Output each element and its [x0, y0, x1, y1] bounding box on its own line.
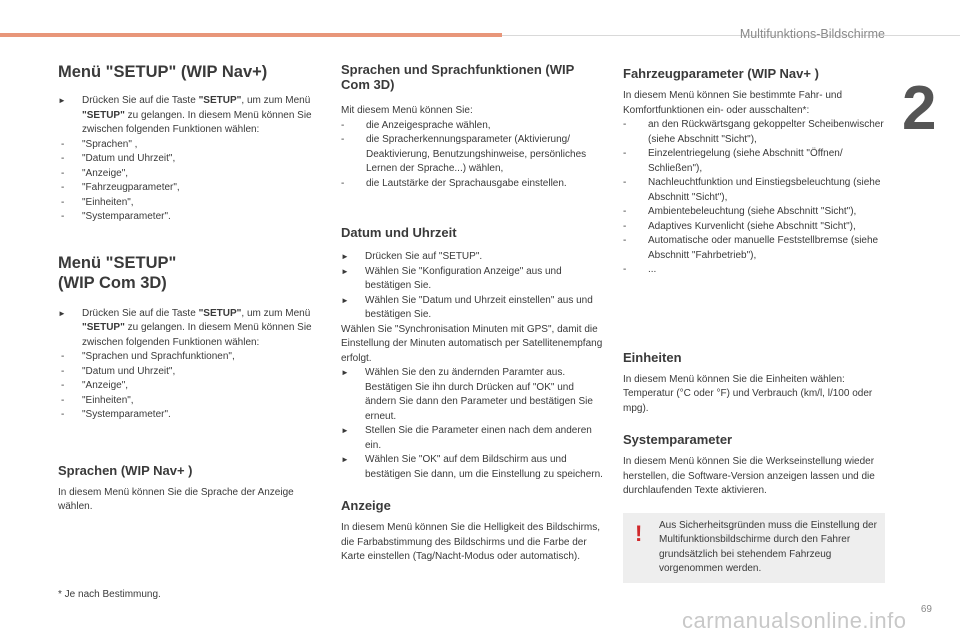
list-item: - Nachleuchtfunktion und Einstiegsbeleuchtung (siehe Abschnitt "Sicht"),: [623, 177, 881, 203]
arrow-bullet-icon: ►: [341, 368, 349, 377]
list-item: ► Wählen Sie "Konfiguration Anzeige" aus und bestätigen Sie.: [341, 265, 562, 291]
column-left: [58, 62, 320, 515]
system-params-text: In diesem Menü können Sie die Werkseinstellung wieder herstellen, die Software-Version anzeigen lassen und die durchlaufenden Texte aktivieren.: [623, 456, 875, 496]
list-item: ► Wählen Sie den zu ändernden Paramter aus. Bestätigen Sie ihn durch Drücken auf "OK" und ändern Sie dann den Parameter und bestätigen Sie erneut.: [341, 367, 593, 422]
list-item: - Einzelentriegelung (siehe Abschnitt "Öffnen/ Schließen"),: [623, 148, 843, 174]
system-params-heading: Systemparameter: [623, 432, 733, 447]
units-heading: Einheiten: [623, 349, 682, 365]
list-item: - die Lautstärke der Sprachausgabe einstellen.: [341, 177, 567, 189]
header-rule: [502, 35, 960, 36]
list-item: ► Wählen Sie "Datum und Uhrzeit einstellen" aus und bestätigen Sie.: [341, 294, 593, 320]
display-heading: Anzeige: [341, 498, 391, 513]
page-number: 69: [920, 604, 932, 615]
list-item: - an den Rückwärtsgang gekoppelter Scheibenwischer (siehe Abschnitt "Sicht"),: [623, 119, 884, 145]
warning-icon: !: [635, 520, 643, 546]
list-item: ► Stellen Sie die Parameter einen nach dem anderen ein.: [341, 425, 592, 451]
watermark: carmanualsonline.info: [682, 608, 907, 633]
list-item: ► Wählen Sie "OK" auf dem Bildschirm aus und bestätigen Sie dann, um die Einstellung zu speichern.: [341, 454, 603, 480]
list-item: - "Sprachen" ,: [61, 138, 138, 150]
date-time-heading: Datum und Uhrzeit: [341, 225, 457, 240]
section-title: Multifunktions-Bildschirme: [739, 27, 885, 41]
header-accent-bar: [0, 33, 502, 37]
list-item: ► Drücken Sie auf "SETUP".: [341, 250, 603, 265]
safety-warning-text: Aus Sicherheitsgründen muss die Einstellung der Multifunktionsbildschirme durch den Fahrer grundsätzlich bei stehendem Fahrzeug vorgenommen werden.: [659, 519, 877, 574]
arrow-bullet-icon: ►: [58, 308, 66, 318]
list-item: - "Einheiten",: [61, 394, 134, 406]
setup-com-instruction: ► Drücken Sie auf die Taste "SETUP", um zum Menü "SETUP" zu gelangen. In diesem Menü können Sie zwischen folgenden Funktionen wählen:: [58, 307, 312, 348]
arrow-bullet-icon: ►: [341, 455, 349, 464]
vehicle-params-heading: Fahrzeugparameter (WIP Nav+ ): [623, 66, 819, 81]
languages-nav-text: In diesem Menü können Sie die Sprache der Anzeige wählen.: [58, 486, 294, 512]
units-text: In diesem Menü können Sie die Einheiten wählen: Temperatur (°C oder °F) und Verbrauch (km/l, l/100 oder mpg).: [623, 373, 873, 414]
setup-nav-instruction: ► Drücken Sie auf die Taste "SETUP", um zum Menü "SETUP" zu gelangen. In diesem Menü können Sie zwischen folgenden Funktionen wählen:: [58, 95, 312, 135]
list-item: - ...: [623, 264, 657, 275]
languages-nav-heading: Sprachen (WIP Nav+ ): [58, 462, 193, 478]
arrow-bullet-icon: ►: [58, 96, 66, 105]
column-middle: [341, 62, 603, 565]
languages-com-heading: Sprachen und Sprachfunktionen (WIP Com 3D): [341, 62, 575, 92]
list-item: - "Fahrzeugparameter",: [61, 182, 180, 193]
list-item: - "Anzeige",: [61, 380, 129, 391]
list-item: - Ambientebeleuchtung (siehe Abschnitt "Sicht"),: [623, 206, 857, 217]
arrow-bullet-icon: ►: [341, 295, 349, 305]
list-item: - die Anzeigesprache wählen,: [341, 119, 491, 131]
setup-com-heading: Menü "SETUP" (WIP Com 3D): [58, 253, 177, 292]
list-item: - "Einheiten",: [61, 196, 134, 208]
setup-nav-heading: Menü "SETUP" (WIP Nav+): [58, 63, 268, 81]
arrow-bullet-icon: ►: [341, 252, 349, 261]
arrow-bullet-icon: ►: [341, 426, 349, 435]
list-item: - die Spracherkennungsparameter (Aktivierung/ Deaktivierung, Benutzungshinweise, persönliches Lernen der Sprache...) wählen,: [341, 134, 587, 174]
vehicle-params-intro: In diesem Menü können Sie bestimmte Fahr- und Komfortfunktionen ein- oder ausschalten*:: [623, 90, 842, 116]
chapter-number: 2: [902, 74, 937, 143]
display-text: In diesem Menü können Sie die Helligkeit des Bildschirms, die Farbabstimmung des Bildschirms und die Farbe der Karte einstellen (Tag/Nacht-Modus oder automatisch).: [341, 522, 601, 562]
list-item: - "Systemparameter".: [61, 211, 171, 222]
list-item: - "Datum und Uhrzeit",: [61, 365, 176, 377]
list-item: - Automatische oder manuelle Feststellbremse (siehe Abschnitt "Fahrbetrieb"),: [623, 235, 879, 261]
arrow-bullet-icon: ►: [341, 266, 349, 276]
list-item: - "Datum und Uhrzeit",: [61, 153, 176, 164]
languages-com-intro: Mit diesem Menü können Sie:: [341, 105, 473, 116]
list-item: - "Systemparameter".: [61, 409, 171, 420]
column-right: [623, 62, 885, 583]
footnote: * Je nach Bestimmung.: [58, 589, 161, 600]
list-item: - Adaptives Kurvenlicht (siehe Abschnitt "Sicht"),: [623, 220, 856, 232]
date-time-gps-text: Wählen Sie "Synchronisation Minuten mit GPS", damit die Einstellung der Minuten automatisch per Satellitenempfang erfolgt.: [341, 323, 603, 364]
list-item: - "Sprachen und Sprachfunktionen",: [61, 351, 235, 362]
safety-warning-box: [623, 513, 885, 583]
list-item: - "Anzeige",: [61, 167, 129, 179]
